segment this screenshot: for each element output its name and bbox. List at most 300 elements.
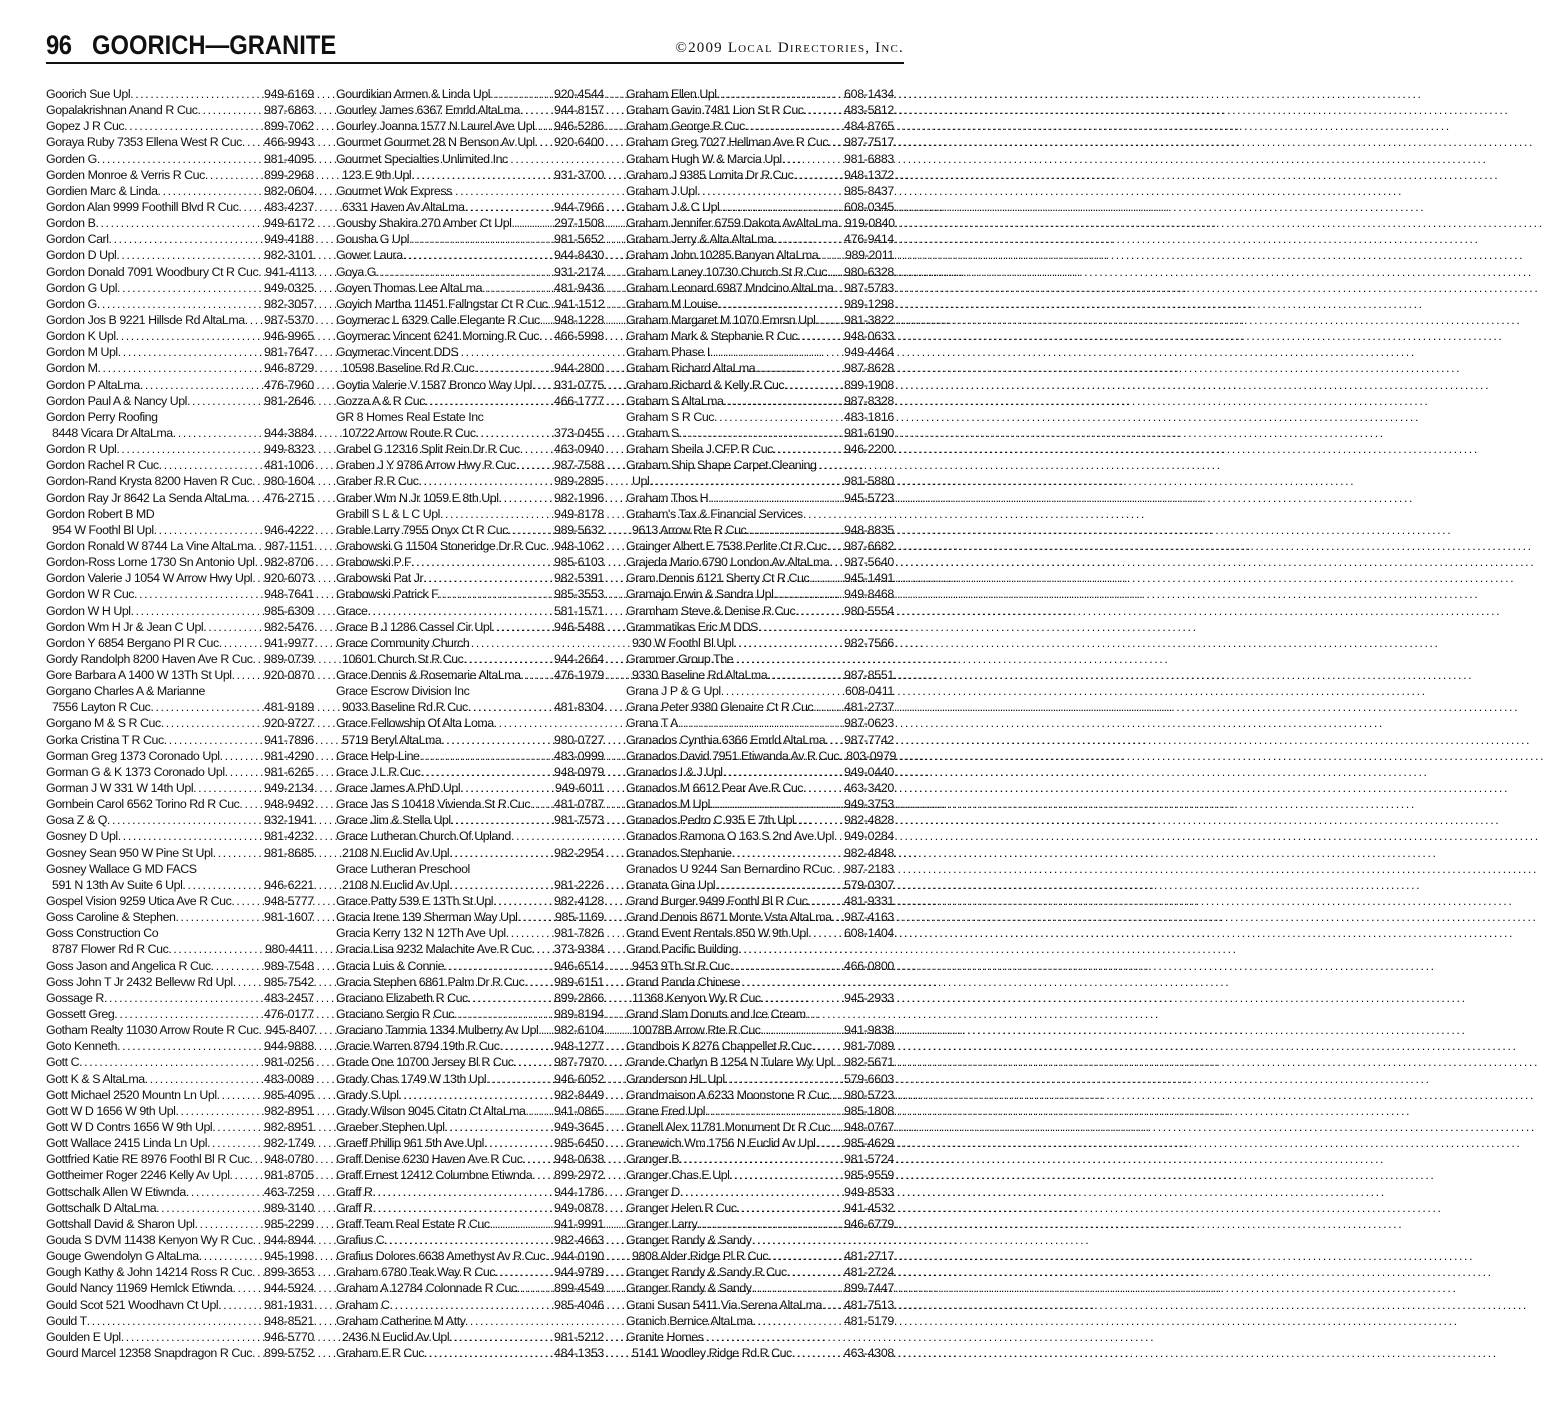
listing-entry [626, 473, 894, 489]
listing-phone: 944-8430 [554, 248, 604, 263]
listing-name: Graber R R Cuc [336, 474, 419, 489]
listing-entry [336, 699, 604, 715]
listing-phone: 931-0775 [554, 377, 604, 392]
listing-phone: 982-1996 [554, 490, 604, 505]
listing-phone: 481-8304 [554, 700, 604, 715]
listing-phone: 483-5812 [844, 103, 894, 118]
listing-name: Graham Sheila J CFP R Cuc [626, 442, 773, 457]
listing-phone: 981-3822 [844, 312, 894, 327]
listing-phone: 981-5212 [554, 1329, 604, 1344]
listing-entry [336, 1071, 604, 1087]
listing-name: Grabowski Patrick F [336, 587, 439, 602]
listing-phone: 941-0865 [554, 1103, 604, 1118]
listing-name: Gott Wallace 2415 Linda Ln Upl [46, 1136, 207, 1151]
listing-name: Gordon G Upl [46, 280, 118, 295]
dot-leader [203, 619, 263, 635]
listing-phone: 948-0633 [844, 329, 894, 344]
listing-name: 10722 Arrow Route R Cuc [342, 425, 476, 440]
listing-name: Gordon Rachel R Cuc [46, 458, 159, 473]
listing-phone: 581-1571 [554, 603, 604, 618]
dot-leader [737, 1200, 843, 1216]
listing-entry [336, 1006, 604, 1022]
listing-phone: 463-7259 [264, 1184, 314, 1199]
listing-name: Upl [632, 474, 650, 489]
listing-entry [626, 1119, 894, 1135]
listing-name: 5719 Beryl AltaLma [342, 732, 442, 747]
dot-leader [773, 441, 843, 457]
listing-entry [46, 86, 314, 102]
listing-phone: 949-0440 [844, 764, 894, 779]
dot-leader [833, 1054, 843, 1070]
listing-phone: 949-0284 [844, 829, 894, 844]
listing-name: Grana Peter 9380 Glenaire Ct R Cuc [626, 700, 814, 715]
listing-entry [336, 264, 604, 280]
listing-name: Gospel Vision 9259 Utica Ave R Cuc [46, 894, 232, 909]
listing-phone: 985-6450 [554, 1136, 604, 1151]
dot-leader [525, 1103, 553, 1119]
listing-phone: 484-1353 [554, 1345, 604, 1360]
listing-name: 10078B Arrow Rte R Cuc [632, 1023, 761, 1038]
listing-name: Gouge Gwendolyn G AltaLma [46, 1249, 199, 1264]
listing-entry [336, 1345, 604, 1361]
listing-name: Grand Panda Chinese [626, 974, 741, 989]
dot-leader [705, 1103, 843, 1119]
dot-leader [782, 151, 843, 167]
listing-entry [336, 457, 604, 473]
dot-leader [252, 1345, 263, 1361]
listing-name: Gough Kathy & John 14214 Ross R Cuc [46, 1265, 253, 1280]
dot-leader [247, 490, 263, 506]
dot-leader [534, 118, 553, 134]
listing-entry [336, 893, 604, 909]
listing-name: Graham Phase I [626, 345, 710, 360]
dot-leader [530, 796, 553, 812]
dot-leader [679, 425, 843, 441]
listing-heading [46, 409, 314, 425]
listing-entry [46, 570, 314, 586]
listing-name: 2436 N Euclid Av Upl [342, 1329, 450, 1344]
listing-phone: 982-4828 [844, 813, 894, 828]
dot-leader [231, 893, 263, 909]
listing-heading [336, 861, 604, 877]
listing-entry [46, 296, 314, 312]
dot-leader [718, 296, 843, 312]
dot-leader [535, 134, 553, 150]
listing-entry [46, 1087, 314, 1103]
dot-leader [807, 893, 843, 909]
dot-leader [175, 1103, 263, 1119]
listing-entry [46, 554, 314, 570]
listing-name: Grandmaison A 6233 Moonstone R Cuc [626, 1087, 830, 1102]
listing-name: Gott K & S AltaLma [46, 1071, 145, 1086]
dot-leader [532, 941, 553, 957]
listing-phone: 948-0638 [554, 1152, 604, 1167]
dot-leader [376, 264, 553, 280]
dot-leader [484, 1135, 553, 1151]
listing-name: Granite Homes [626, 1329, 704, 1344]
dot-leader [158, 183, 264, 199]
listing-name: Gracie Warren 8794 19th R Cuc [336, 1039, 500, 1054]
listing-entry [46, 1329, 314, 1345]
listing-phone: 920-4544 [554, 87, 604, 101]
dot-leader [411, 554, 553, 570]
listing-phone: 985-9559 [844, 1168, 894, 1183]
listing-entry [626, 328, 894, 344]
listing-phone: 981-7089 [844, 1039, 894, 1054]
dot-leader [697, 183, 843, 199]
listing-entry [46, 215, 314, 231]
listing-name: Gracia Luis & Connie [336, 958, 445, 973]
listing-name: Gramham Steve & Denise R Cuc [626, 603, 796, 618]
listing-name: Graham A 12784 Colonnade R Cuc [336, 1281, 517, 1296]
listing-phone: 945-1998 [264, 1249, 314, 1264]
listing-entry [336, 118, 604, 134]
listing-entry [336, 1167, 604, 1183]
listing-entry [336, 554, 604, 570]
listing-name: Graham John 10285 Banyan AltaLma [626, 248, 819, 263]
dot-leader [168, 941, 264, 957]
listing-phone: 980-1604 [264, 474, 314, 489]
listing-phone: 476-7960 [264, 377, 314, 392]
listing-entry [336, 538, 604, 554]
listing-phone: 944-2800 [554, 361, 604, 376]
listing-name: Graham J 9385 Lomita Dr R Cuc [626, 167, 794, 182]
dot-leader [438, 586, 553, 602]
listing-name: Gossett Greg [46, 1007, 115, 1022]
listing-name: Gore Barbara A 1400 W 13Th St Upl [46, 668, 232, 683]
listing-phone: 944-9888 [264, 1039, 314, 1054]
listing-name: Gordon M [46, 361, 98, 376]
listing-name: Goulden E Upl [46, 1329, 121, 1344]
dot-leader [761, 1022, 844, 1038]
listing-entry [626, 344, 894, 360]
listing-phone: 483-1816 [844, 409, 894, 424]
listing-entry [46, 312, 314, 328]
listing-entry [46, 344, 314, 360]
listing-phone: 463-4308 [844, 1345, 894, 1360]
dot-leader [649, 473, 843, 489]
listing-name: Gordon Valerie J 1054 W Arrow Hwy Upl [46, 571, 253, 586]
listing-name: Graciano Elizabeth R Cuc [336, 990, 468, 1005]
dot-leader [715, 877, 843, 893]
listing-name: Gourmet Wok Express [336, 183, 452, 198]
listing-entry [336, 925, 604, 941]
dot-leader [465, 199, 553, 215]
listing-phone: 985-8437 [844, 183, 894, 198]
listing-name: Gottschalk Allen W Etiwnda [46, 1184, 186, 1199]
listing-phone: 981-0256 [264, 1055, 314, 1070]
dot-leader [454, 1006, 553, 1022]
dot-leader [834, 828, 843, 844]
dot-leader [516, 457, 553, 473]
listing-phone: 985-7542 [264, 974, 314, 989]
listing-name: Granger Randy & Sandy R Cuc [626, 1265, 787, 1280]
listing-entry [46, 748, 314, 764]
listing-phone: 899-7062 [264, 119, 314, 134]
listing-phone: 982-8951 [264, 1103, 314, 1118]
listing-name: Graham Richard AltaLma [626, 361, 756, 376]
listing-entry [336, 441, 604, 457]
listing-name: Gracia Stephen 6861 Palm Dr R Cuc [336, 974, 525, 989]
dot-leader [225, 764, 263, 780]
listing-phone: 466-1777 [554, 393, 604, 408]
dot-leader [833, 280, 843, 296]
listing-name: 954 W Foothl Bl Upl [52, 522, 154, 537]
dot-leader [827, 538, 843, 554]
dot-leader [253, 651, 264, 667]
listing-entry [626, 264, 894, 280]
listing-entry [46, 715, 314, 731]
listing-phone: 989-1298 [844, 296, 894, 311]
listing-phone: 987-6863 [264, 103, 314, 118]
listing-phone: 948-1277 [554, 1039, 604, 1054]
listing-phone: 481-9189 [264, 700, 314, 715]
listing-name: Gordon-Ross Lorne 1730 Sn Antonio Upl [46, 555, 255, 570]
listing-phone: 944-8157 [554, 103, 604, 118]
listing-name: Grace B J 1286 Cassel Cir Upl [336, 619, 492, 634]
listing-phone: 948-9492 [264, 797, 314, 812]
listing-entry [626, 925, 894, 941]
dot-leader [440, 506, 553, 522]
listing-entry [46, 1167, 314, 1183]
listing-phone: 982-1749 [264, 1136, 314, 1151]
dot-leader [495, 1264, 553, 1280]
dot-leader [220, 748, 263, 764]
listing-heading [336, 828, 604, 844]
listing-name: 6331 Haven Av AltaLma [342, 199, 465, 214]
dot-leader [828, 134, 843, 150]
listing-entry [626, 231, 894, 247]
listing-phone: 373-9384 [554, 942, 604, 957]
listing-entry [46, 635, 314, 651]
listing-entry [336, 215, 604, 231]
listing-phone: 579-0307 [844, 877, 894, 892]
listing-entry [46, 828, 314, 844]
listing-phone: 481-0787 [554, 797, 604, 812]
listing-phone: 948-5777 [264, 894, 314, 909]
listing-name: Goss Construction Co [46, 926, 159, 941]
listing-phone: 982-0604 [264, 183, 314, 198]
listing-entry [46, 1313, 314, 1329]
dot-leader [774, 231, 843, 247]
listing-phone: 948-7641 [264, 587, 314, 602]
listing-entry [336, 1216, 604, 1232]
dot-leader [449, 1329, 553, 1345]
listing-entry [626, 280, 894, 296]
listing-entry [626, 764, 894, 780]
listing-phone: 989-8194 [554, 1007, 604, 1022]
listing-entry [336, 199, 604, 215]
dot-leader [117, 280, 263, 296]
listing-entry [626, 861, 894, 877]
listing-name: Graham Ship Shape Carpet Cleaning [626, 458, 817, 473]
listing-phone: 981-5724 [844, 1152, 894, 1167]
listing-name: Grace Jim & Stella Upl [336, 813, 451, 828]
listing-entry [336, 377, 604, 393]
listing-entry [626, 360, 894, 376]
listing-phone: 982-7566 [844, 635, 894, 650]
dot-leader [517, 909, 554, 925]
dot-leader [445, 1119, 553, 1135]
listing-name: Grace Community Church [336, 635, 470, 650]
listing-name: Gousha G Upl [336, 232, 410, 247]
listing-phone: 981-7573 [554, 813, 604, 828]
listing-phone: 944-8944 [264, 1232, 314, 1247]
dot-leader [441, 732, 553, 748]
dot-leader [384, 1232, 553, 1248]
listing-name: Gourmet Gourmet 28 N Benson Av Upl [336, 135, 535, 150]
dot-leader [187, 393, 263, 409]
listing-name: 8787 Flower Rd R Cuc [52, 942, 169, 957]
listing-entry [46, 231, 314, 247]
dot-leader [520, 441, 553, 457]
listing-name: Granados David 7951 Etiwanda Av R Cuc [626, 748, 840, 763]
listing-phone: 899-1908 [844, 377, 894, 392]
listing-phone: 987-4163 [844, 910, 894, 925]
dot-leader [242, 134, 263, 150]
listing-phone: 944-5924 [264, 1281, 314, 1296]
listing-name: Grane Fred Upl [626, 1103, 706, 1118]
dot-leader [538, 1022, 553, 1038]
dot-leader [239, 796, 263, 812]
listing-entry [626, 909, 894, 925]
listing-phone: 803-0979 [846, 748, 897, 763]
listing-phone: 982-5671 [844, 1055, 894, 1070]
listing-name: Grady Chas 1749 W 13th Upl [336, 1071, 487, 1086]
listing-name: Graham S AltaLma [626, 393, 724, 408]
listing-phone: 948-1062 [554, 538, 604, 553]
listing-entry [626, 554, 894, 570]
listing-name: Gott W D Contrs 1656 W 9th Upl [46, 1120, 213, 1134]
listing-phone: 985-4629 [844, 1136, 894, 1151]
listing-heading [336, 183, 604, 199]
listing-name: Granados Stephanie [626, 845, 732, 860]
listing-name: Gottschalk D AltaLma [46, 1200, 157, 1215]
dot-leader [411, 167, 553, 183]
listing-entry [336, 619, 604, 635]
listing-phone: 949-8178 [554, 506, 604, 521]
listing-phone: 987-5783 [844, 280, 894, 295]
listing-entry [626, 1264, 894, 1280]
listing-phone: 982-3057 [264, 296, 314, 311]
listing-entry [46, 1232, 314, 1248]
dot-leader [708, 490, 843, 506]
listing-name: Gosney Wallace G MD FACS [46, 861, 197, 876]
listing-name: Gott C [46, 1055, 80, 1070]
listing-name: Gosney Sean 950 W Pine St Upl [46, 845, 213, 860]
dot-leader [104, 990, 263, 1006]
listing-phone: 945-8407 [265, 1023, 316, 1038]
listing-phone: 899-4549 [554, 1281, 604, 1296]
listing-name: Gorman J W 331 W 14th Upl [46, 781, 194, 796]
dot-leader [490, 1216, 553, 1232]
dot-leader [114, 1006, 263, 1022]
listing-name: Gorgano M & S R Cuc [46, 716, 161, 731]
listing-entry [46, 441, 314, 457]
listing-entry [46, 1006, 314, 1022]
listing-phone: 987-7742 [844, 732, 894, 747]
dot-leader [145, 1071, 263, 1087]
listing-phone: 982-4663 [554, 1232, 604, 1247]
listing-entry [626, 812, 894, 828]
listing-name: Gosney D Upl [46, 829, 118, 844]
listing-entry [626, 796, 894, 812]
listing-entry [46, 1297, 314, 1313]
listing-name: Gordon Donald 7091 Woodbury Ct R Cuc [46, 264, 259, 279]
listing-entry [46, 425, 314, 441]
dot-leader [373, 1200, 553, 1216]
listing-name: Grace Help-Line [336, 748, 420, 763]
listing-phone: 941-7896 [264, 732, 314, 747]
listing-name: Grajeda Mario 6790 London Av AltaLma [626, 555, 830, 570]
listing-name: Gordon Perry Roofing [46, 409, 158, 424]
listing-entry [626, 683, 894, 699]
listing-entry [336, 570, 604, 586]
listing-phone: 987-8628 [844, 361, 894, 376]
dot-leader [252, 473, 263, 489]
dot-leader [532, 1167, 553, 1183]
dot-leader [829, 1087, 843, 1103]
listing-heading [626, 974, 894, 990]
listing-name: Granados I & J Upl [626, 764, 723, 779]
listing-phone: 463-3420 [844, 781, 894, 796]
listing-entry [46, 909, 314, 925]
listing-phone: 985-2299 [264, 1216, 314, 1231]
listing-name: 5141 Woodley Ridge Rd R Cuc [632, 1345, 792, 1360]
listing-name: Gordon W H Upl [46, 603, 131, 618]
listing-entry [336, 877, 604, 893]
dot-leader [218, 1297, 263, 1313]
listing-name: 2108 N Euclid Av Upl [342, 877, 450, 892]
dot-leader [474, 360, 553, 376]
listing-phone: 981-2646 [264, 393, 314, 408]
listing-phone: 920-0870 [264, 668, 314, 683]
dot-leader [482, 280, 553, 296]
listing-name: Gordon D Upl [46, 248, 117, 263]
listing-name: 9330 Baseline Rd AltaLma [632, 668, 768, 683]
listing-entry [336, 490, 604, 506]
listing-phone: 980-4411 [264, 942, 314, 957]
listing-phone: 949-8323 [264, 442, 314, 457]
dot-leader [468, 699, 553, 715]
listing-name: Graham Hugh W & Marcia Upl [626, 151, 782, 166]
dot-leader [182, 877, 263, 893]
listing-entry [46, 538, 314, 554]
listing-phone: 985-1169 [554, 910, 604, 925]
listing-phone: 946-5488 [554, 619, 604, 634]
listing-entry [336, 651, 604, 667]
listing-name: Goymerac Vincent 6241 Morning R Cuc [336, 329, 540, 344]
listing-entry [336, 1232, 604, 1248]
listing-entry [336, 586, 604, 602]
dot-leader [723, 764, 843, 780]
dot-leader [798, 328, 844, 344]
listing-phone: 931-2174 [554, 264, 604, 279]
dot-leader [768, 1248, 843, 1264]
listing-name: 10601 Church St R Cuc [342, 651, 464, 666]
listing-phone: 946-9965 [264, 329, 314, 344]
listing-phone: 949-0878 [554, 1200, 604, 1215]
dot-leader [233, 974, 263, 990]
listing-name: Gould T [46, 1313, 87, 1328]
listing-name: Goyich Martha 11451 Fallngstar Ct R Cuc [336, 296, 548, 311]
listing-phone: 982-3101 [264, 248, 314, 263]
dot-leader [140, 377, 263, 393]
listing-entry [626, 247, 894, 263]
listing-name: Gottshall David & Sharon Upl [46, 1216, 195, 1231]
dot-leader [787, 1264, 843, 1280]
listing-entry [46, 603, 314, 619]
